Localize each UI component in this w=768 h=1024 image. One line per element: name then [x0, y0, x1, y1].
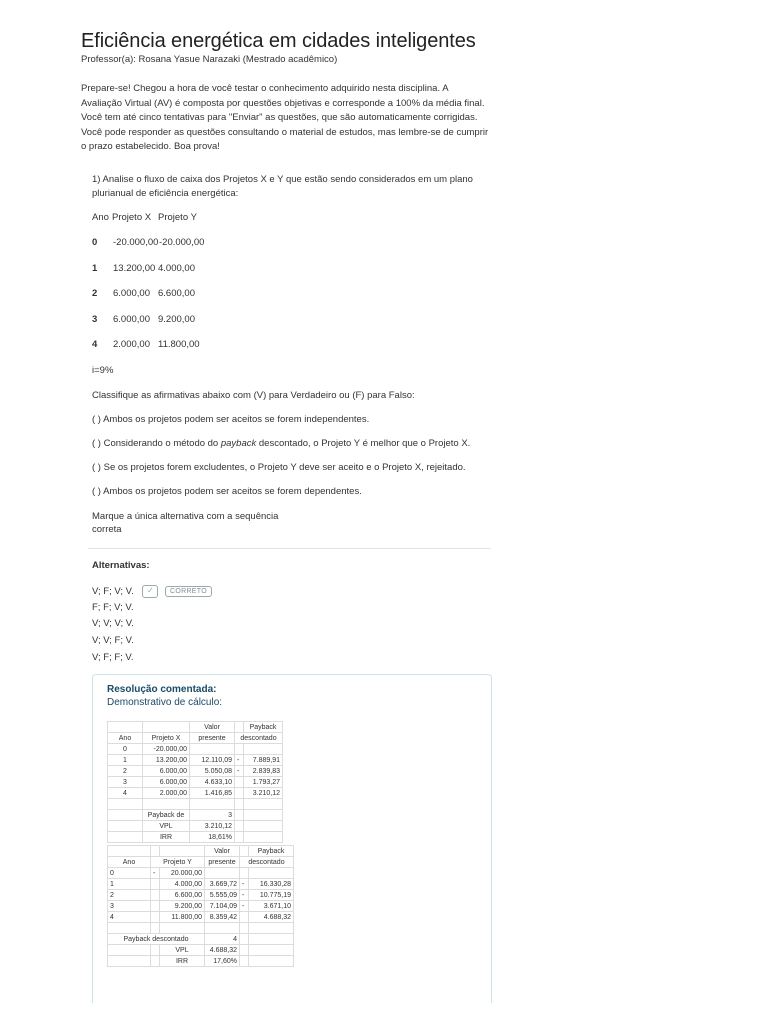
calc-table-y [107, 845, 294, 967]
header-presente: presente [205, 857, 240, 868]
cell: 7.889,91 [244, 755, 283, 766]
cell: 1.416,85 [190, 788, 235, 799]
intro-line: Avaliação Virtual (AV) é composta por questões objetivas e corresponde a 100% da média final. [81, 97, 485, 109]
cell [205, 868, 240, 879]
statement-3: ( ) Se os projetos forem excludentes, o Projeto Y deve ser aceito e o Projeto X, rejeitado. [92, 462, 466, 473]
table-row [108, 901, 294, 912]
vpl-label: VPL [143, 821, 190, 832]
cell: - [240, 879, 249, 890]
correct-badge: CORRETO [165, 586, 212, 597]
cell-y: 4.000,00 [158, 263, 195, 274]
header-descontado: descontado [240, 857, 294, 868]
cell [151, 890, 160, 901]
payback-label: Payback descontado [108, 934, 205, 945]
payback-value: 3 [190, 810, 235, 821]
cell [190, 744, 235, 755]
cell: 11.800,00 [160, 912, 205, 923]
cell: - [235, 766, 244, 777]
cell: 3 [108, 777, 143, 788]
header-ano: Ano [92, 212, 109, 223]
question-text-line1: 1) Analise o fluxo de caixa dos Projetos X e Y que estão sendo considerados em um plano [92, 174, 473, 185]
cell: 6.000,00 [143, 777, 190, 788]
cell: 6.600,00 [160, 890, 205, 901]
cell [235, 788, 244, 799]
vpl-label: VPL [160, 945, 205, 956]
summary-row [108, 956, 294, 967]
mark-instruction-line2: correta [92, 524, 122, 535]
header-presente: presente [190, 733, 235, 744]
cell: 2.000,00 [143, 788, 190, 799]
cell: 5.050,08 [190, 766, 235, 777]
statement-2-c: descontado, o Projeto Y é melhor que o Projeto X. [256, 438, 471, 449]
cell [151, 879, 160, 890]
irr-label: IRR [160, 956, 205, 967]
cell-ano: 0 [92, 237, 98, 248]
irr-label: IRR [143, 832, 190, 843]
statement-2-a: ( ) Considerando o método do [92, 438, 221, 449]
statement-4: ( ) Ambos os projetos podem ser aceitos se forem dependentes. [92, 486, 362, 497]
cell-x: 2.000,00 [113, 339, 150, 350]
cell [235, 744, 244, 755]
cell: 1.793,27 [244, 777, 283, 788]
cell: 0 [108, 868, 151, 879]
table-row [108, 766, 283, 777]
cell-x: 6.000,00 [113, 314, 150, 325]
interest-rate: i=9% [92, 365, 114, 376]
cell: - [151, 868, 160, 879]
header-valor: Valor [190, 722, 235, 733]
cell: 8.359,42 [205, 912, 240, 923]
vpl-value: 4.688,32 [205, 945, 240, 956]
alternative-option[interactable]: F; F; V; V. [92, 602, 134, 613]
intro-line: Prepare-se! Chegou a hora de você testar o conhecimento adquirido nesta disciplina. A [81, 83, 449, 94]
cell-x: -20.000,00 [113, 237, 159, 248]
mark-instruction-line1: Marque a única alternativa com a sequência [92, 511, 279, 522]
cell-y: -20.000,00 [159, 237, 205, 248]
cell [151, 912, 160, 923]
vpl-value: 3.210,12 [190, 821, 235, 832]
cell-ano: 2 [92, 288, 98, 299]
table-row [108, 879, 294, 890]
question-text-line2: plurianual de eficiência energética: [92, 188, 239, 199]
cell: 4 [108, 788, 143, 799]
cell [240, 868, 249, 879]
page-title: Eficiência energética em cidades inteligentes [81, 30, 476, 52]
statement-1: ( ) Ambos os projetos podem ser aceitos se forem independentes. [92, 414, 370, 425]
payback-value: 4 [205, 934, 240, 945]
cell: 3 [108, 901, 151, 912]
cell: - [240, 901, 249, 912]
statement-2-b: payback [220, 438, 257, 449]
cell-y: 11.800,00 [158, 339, 200, 350]
summary-row [108, 810, 283, 821]
summary-row [108, 934, 294, 945]
resolution-panel [92, 674, 492, 1003]
cell: 1 [108, 879, 151, 890]
header-payback: Payback [244, 722, 283, 733]
header-descontado: descontado [235, 733, 283, 744]
cell: 2.839,83 [244, 766, 283, 777]
cell-ano: 3 [92, 314, 98, 325]
cell-x: 13.200,00 [113, 263, 156, 274]
cell-ano: 4 [92, 339, 98, 350]
summary-row [108, 832, 283, 843]
alternative-option[interactable] [92, 585, 212, 598]
payback-label: Payback de [143, 810, 190, 821]
cell: 3.210,12 [244, 788, 283, 799]
header-ano: Ano [108, 733, 143, 744]
cell [151, 901, 160, 912]
alternative-option[interactable]: V; F; F; V. [92, 652, 134, 663]
alternative-label: V; F; V; V. [92, 586, 134, 598]
check-icon: ✓ [142, 585, 158, 598]
summary-row [108, 945, 294, 956]
header-ano: Ano [108, 857, 151, 868]
cell: 7.104,09 [205, 901, 240, 912]
cell-x: 6.000,00 [113, 288, 150, 299]
calc-table-x [107, 721, 283, 843]
header-projeto-x: Projeto X [112, 212, 152, 223]
cell: 20.000,00 [160, 868, 205, 879]
table-row [108, 788, 283, 799]
table-row [108, 744, 283, 755]
cell [240, 912, 249, 923]
header-projeto: Projeto X [143, 733, 190, 744]
header-projeto-y: Projeto Y [158, 212, 197, 223]
cell [235, 777, 244, 788]
header-projeto: Projeto Y [151, 857, 205, 868]
cell: 5.555,09 [205, 890, 240, 901]
cell [244, 744, 283, 755]
alternative-option[interactable]: V; V; F; V. [92, 635, 134, 646]
cell: 2 [108, 766, 143, 777]
table-row [108, 755, 283, 766]
cell: -20.000,00 [143, 744, 190, 755]
cell: 13.200,00 [143, 755, 190, 766]
cell: 0 [108, 744, 143, 755]
table-row [108, 777, 283, 788]
header-payback: Payback [249, 846, 294, 857]
table-row [108, 890, 294, 901]
cell: 6.000,00 [143, 766, 190, 777]
alternatives-heading: Alternativas: [92, 560, 150, 571]
cell: 4.688,32 [249, 912, 294, 923]
cell-y: 9.200,00 [158, 314, 195, 325]
professor-label: Professor(a): Rosana Yasue Narazaki (Mestrado acadêmico) [81, 54, 338, 65]
cell: 9.200,00 [160, 901, 205, 912]
intro-text [81, 82, 501, 155]
cell-ano: 1 [92, 263, 98, 274]
intro-line: Você tem até cinco tentativas para "Enviar" as questões, que são automaticamente corrigidas. [81, 112, 478, 123]
cell: 16.330,28 [249, 879, 294, 890]
cell: 4.633,10 [190, 777, 235, 788]
intro-line: Você pode responder as questões consultando o material de estudos, mas lembre-se de cumprir [81, 126, 489, 138]
alternative-option[interactable]: V; V; V; V. [92, 618, 134, 629]
resolution-subtitle: Demonstrativo de cálculo: [107, 697, 223, 708]
summary-row [108, 821, 283, 832]
table-row [108, 868, 294, 879]
cell: 4 [108, 912, 151, 923]
resolution-title: Resolução comentada: [107, 684, 217, 695]
intro-line: o prazo estabelecido. Boa prova! [81, 141, 220, 152]
cell: 4.000,00 [160, 879, 205, 890]
divider [88, 548, 491, 549]
cell: - [240, 890, 249, 901]
cell: 12.110,09 [190, 755, 235, 766]
cell: 3.669,72 [205, 879, 240, 890]
cell [249, 868, 294, 879]
cell-y: 6.600,00 [158, 288, 195, 299]
cell: 10.775,19 [249, 890, 294, 901]
irr-value: 18,61% [190, 832, 235, 843]
header-valor: Valor [205, 846, 240, 857]
cell: 1 [108, 755, 143, 766]
statement-2 [92, 438, 470, 449]
classify-instruction: Classifique as afirmativas abaixo com (V) para Verdadeiro ou (F) para Falso: [92, 390, 415, 401]
table-row [108, 912, 294, 923]
cell: 2 [108, 890, 151, 901]
irr-value: 17,60% [205, 956, 240, 967]
cell: - [235, 755, 244, 766]
cell: 3.671,10 [249, 901, 294, 912]
